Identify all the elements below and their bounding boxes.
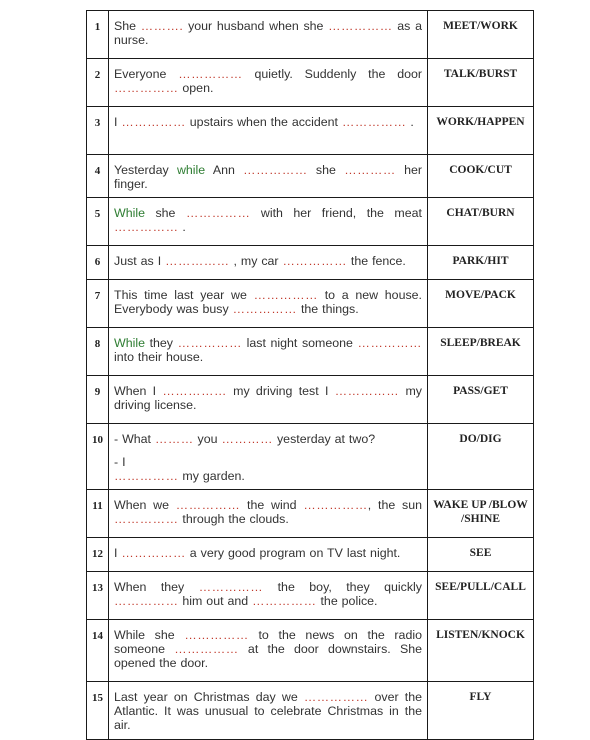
answer-blank[interactable]: …………… — [165, 254, 230, 268]
sentence-cell — [109, 107, 428, 155]
row-number: 10 — [87, 424, 109, 490]
sentence-text: last night someone — [242, 336, 358, 350]
sentence-text: a very good program on TV last night. — [185, 546, 401, 560]
exercise-rows — [87, 11, 534, 740]
answer-blank[interactable]: …………… — [232, 302, 298, 316]
sentence-text: the fence. — [346, 254, 406, 268]
sentence-cell — [109, 620, 428, 682]
answer-blank[interactable]: …………… — [328, 19, 393, 33]
exercise-table — [86, 10, 534, 740]
sentence-text: your husband when she — [183, 19, 329, 33]
exercise-row — [87, 490, 534, 538]
verb-hint: WAKE UP /BLOW /SHINE — [428, 490, 534, 538]
answer-blank[interactable]: …………… — [198, 580, 264, 594]
sentence-text: the wind — [240, 498, 304, 512]
sentence-text: the things. — [297, 302, 359, 316]
sentence-text: quietly. Suddenly the door — [242, 67, 422, 81]
answer-blank[interactable]: …………… — [357, 336, 422, 350]
row-number: 2 — [87, 59, 109, 107]
sentence-text: the police. — [316, 594, 378, 608]
sentence-text: This time last year we — [114, 288, 254, 302]
sentence-text: over the Atlantic. It was unusual to celebrate Christmas in the air. — [114, 690, 423, 732]
sentence-text: I — [114, 546, 122, 560]
answer-blank[interactable]: …………… — [114, 512, 179, 526]
answer-blank[interactable]: …………… — [334, 384, 400, 398]
answer-blank[interactable]: …………… — [114, 220, 179, 234]
sentence-text: . — [178, 220, 186, 234]
sentence-text: you — [193, 432, 222, 446]
exercise-row — [87, 682, 534, 740]
verb-hint: CHAT/BURN — [428, 198, 534, 246]
sentence-text: upstairs when the accident — [185, 115, 342, 129]
sentence-text: open. — [178, 81, 214, 95]
answer-blank[interactable]: ……… — [154, 432, 194, 446]
row-number: 6 — [87, 246, 109, 280]
answer-blank[interactable]: …………… — [114, 469, 179, 483]
exercise-row — [87, 424, 534, 490]
sentence-text: While she — [114, 628, 185, 642]
sentence-text: him out and — [178, 594, 253, 608]
exercise-row — [87, 328, 534, 376]
verb-hint: FLY — [428, 682, 534, 740]
answer-blank[interactable]: ………. — [140, 19, 184, 33]
sentence-text: Ann — [205, 163, 244, 177]
answer-blank[interactable]: …………… — [174, 642, 239, 656]
exercise-row — [87, 376, 534, 424]
verb-hint: MEET/WORK — [428, 11, 534, 59]
answer-blank[interactable]: …………… — [177, 336, 243, 350]
sentence-text: they — [144, 336, 178, 350]
verb-hint: PASS/GET — [428, 376, 534, 424]
exercise-row — [87, 572, 534, 620]
exercise-row — [87, 198, 534, 246]
sentence-cell — [109, 572, 428, 620]
sentence-text: her finger. — [114, 163, 422, 191]
exercise-row — [87, 280, 534, 328]
sentence-cell — [109, 328, 428, 376]
verb-hint: MOVE/PACK — [428, 280, 534, 328]
sentence-text: I — [114, 115, 122, 129]
answer-blank[interactable]: …………… — [121, 115, 186, 129]
answer-blank[interactable]: …………… — [243, 163, 308, 177]
sentence-cell — [109, 155, 428, 198]
answer-blank[interactable]: …………… — [185, 206, 251, 220]
row-number: 8 — [87, 328, 109, 376]
sentence-text: she — [307, 163, 345, 177]
verb-hint: SEE — [428, 538, 534, 572]
sentence-text: - I — [114, 455, 126, 469]
sentence-text: to a new house. Everybody was busy — [114, 288, 422, 316]
verb-hint: COOK/CUT — [428, 155, 534, 198]
sentence-text: the boy, they quickly — [263, 580, 422, 594]
sentence-cell — [109, 11, 428, 59]
exercise-row — [87, 620, 534, 682]
sentence-cell — [109, 682, 428, 740]
row-number: 12 — [87, 538, 109, 572]
exercise-row — [87, 107, 534, 155]
sentence-text: she — [144, 206, 186, 220]
sentence-text: - What — [114, 432, 155, 446]
answer-blank[interactable]: …………… — [162, 384, 227, 398]
sentence-cell — [109, 246, 428, 280]
row-number: 1 — [87, 11, 109, 59]
sentence-text: my driving test I — [226, 384, 335, 398]
row-number: 9 — [87, 376, 109, 424]
verb-hint: DO/DIG — [428, 424, 534, 490]
verb-hint: PARK/HIT — [428, 246, 534, 280]
sentence-text: yesterday at two? — [273, 432, 376, 446]
answer-blank[interactable]: …………… — [114, 81, 179, 95]
exercise-row — [87, 246, 534, 280]
sentence-cell — [109, 376, 428, 424]
row-number: 3 — [87, 107, 109, 155]
answer-blank[interactable]: …………… — [303, 498, 368, 512]
sentence-text: When they — [114, 580, 199, 594]
sentence-text: . — [406, 115, 414, 129]
answer-blank[interactable]: …………… — [252, 594, 317, 608]
highlighted-word: while — [176, 163, 206, 177]
sentence-text: as a nurse. — [114, 19, 422, 47]
row-number: 15 — [87, 682, 109, 740]
answer-blank[interactable]: …………… — [303, 690, 369, 704]
sentence-text: into their house. — [114, 350, 204, 364]
answer-blank[interactable]: ………… — [221, 432, 274, 446]
sentence-text: Yesterday — [114, 163, 177, 177]
exercise-row — [87, 59, 534, 107]
verb-hint: SEE/PULL/CALL — [428, 572, 534, 620]
sentence-text: my garden. — [178, 469, 245, 483]
verb-hint: WORK/HAPPEN — [428, 107, 534, 155]
sentence-cell — [109, 538, 428, 572]
sentence-cell — [109, 198, 428, 246]
row-number: 14 — [87, 620, 109, 682]
sentence-text: , the sun — [367, 498, 423, 512]
answer-blank[interactable]: …………… — [178, 67, 243, 81]
sentence-text: with her friend, the meat — [250, 206, 422, 220]
sentence-text: to the news on the radio someone — [114, 628, 422, 656]
sentence-text: Everyone — [114, 67, 179, 81]
row-number: 13 — [87, 572, 109, 620]
highlighted-word: While — [114, 206, 145, 220]
answer-blank[interactable]: …………… — [282, 254, 347, 268]
verb-hint: SLEEP/BREAK — [428, 328, 534, 376]
answer-blank[interactable]: ………… — [344, 163, 396, 177]
answer-blank[interactable]: …………… — [121, 546, 186, 560]
row-number: 4 — [87, 155, 109, 198]
sentence-text: my driving license. — [114, 384, 422, 412]
row-number: 11 — [87, 490, 109, 538]
sentence-text: through the clouds. — [178, 512, 289, 526]
verb-hint: LISTEN/KNOCK — [428, 620, 534, 682]
sentence-text: at the door downstairs. She opened the door. — [114, 642, 422, 670]
answer-blank[interactable]: …………… — [341, 115, 407, 129]
sentence-cell — [109, 490, 428, 538]
sentence-text: When we — [114, 498, 176, 512]
answer-blank[interactable]: …………… — [253, 288, 319, 302]
sentence-cell — [109, 424, 428, 490]
answer-blank[interactable]: …………… — [114, 594, 179, 608]
exercise-row — [87, 538, 534, 572]
exercise-row — [87, 11, 534, 59]
sentence-text: Just as I — [114, 254, 166, 268]
sentence-text: , my car — [229, 254, 283, 268]
sentence-cell — [109, 280, 428, 328]
answer-blank[interactable]: …………… — [175, 498, 241, 512]
answer-blank[interactable]: …………… — [184, 628, 249, 642]
sentence-text: When I — [114, 384, 163, 398]
row-number: 7 — [87, 280, 109, 328]
sentence-text: She — [114, 19, 141, 33]
highlighted-word: While — [114, 336, 145, 350]
row-number: 5 — [87, 198, 109, 246]
exercise-row — [87, 155, 534, 198]
verb-hint: TALK/BURST — [428, 59, 534, 107]
sentence-text: Last year on Christmas day we — [114, 690, 304, 704]
sentence-cell — [109, 59, 428, 107]
